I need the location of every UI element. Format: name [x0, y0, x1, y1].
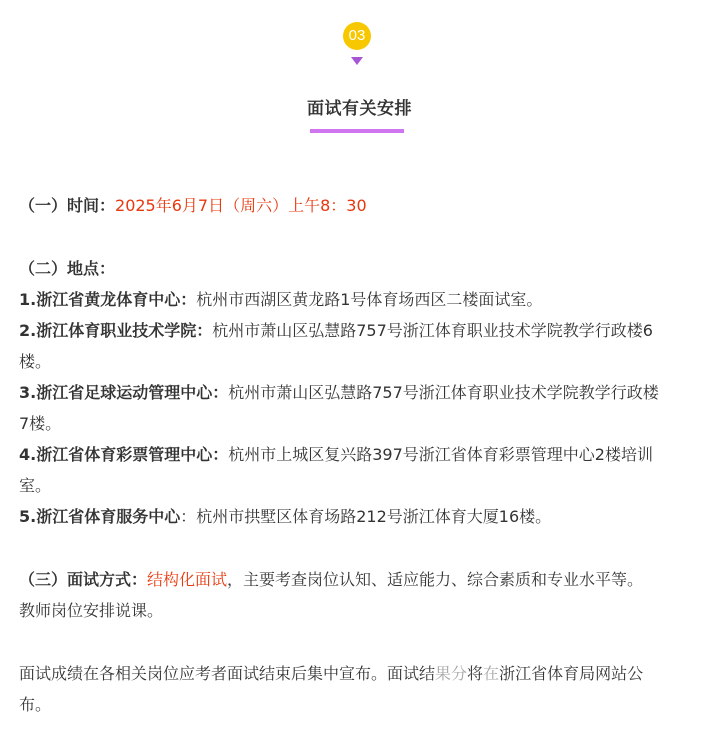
time-paragraph — [19, 190, 704, 221]
article-content — [19, 190, 704, 720]
location-name: 4.浙江省体育彩票管理中心： — [19, 445, 229, 464]
location-name: 5.浙江省体育服务中心 — [19, 507, 181, 526]
location-heading — [19, 253, 704, 284]
results-text: 浙江省体育局网站公 — [499, 664, 644, 683]
section-header — [0, 0, 719, 140]
method-description: ，主要考查岗位认知、适应能力、综合素质和专业水平等。 — [227, 570, 644, 589]
spacer — [19, 626, 704, 658]
time-value: 2025年6月7日（周六）上午8：30 — [115, 196, 367, 215]
location-address-continued: 楼。 — [19, 352, 52, 371]
triangle-down-icon — [351, 57, 363, 65]
section-title: 面试有关安排 — [307, 99, 412, 119]
location-item — [19, 501, 704, 532]
time-label: （一）时间： — [19, 196, 116, 215]
spacer — [19, 221, 704, 253]
method-note: 教师岗位安排说课。 — [19, 601, 164, 620]
location-address: 杭州市萧山区弘慧路757号浙江体育职业技术学院教学行政楼6 — [212, 321, 653, 340]
spacer — [19, 532, 704, 564]
location-label: （二）地点： — [19, 259, 116, 278]
location-item — [19, 439, 704, 470]
location-name: 2.浙江体育职业技术学院： — [19, 321, 213, 340]
location-item — [19, 284, 704, 315]
location-address: 杭州市拱墅区体育场路212号浙江体育大厦16楼。 — [196, 507, 552, 526]
results-paragraph — [19, 658, 704, 689]
results-text: 将 — [467, 664, 484, 683]
results-text-faded: 在 — [483, 664, 500, 683]
location-item — [19, 315, 704, 346]
method-paragraph-continued — [19, 595, 704, 626]
location-name: 3.浙江省足球运动管理中心： — [19, 383, 229, 402]
method-label: （三）面试方式： — [19, 570, 148, 589]
results-text: 面试成绩在各相关岗位应考者面试结束后集中宣布。面试结 — [19, 664, 436, 683]
location-item-continued — [19, 346, 704, 377]
location-name: 1.浙江省黄龙体育中心： — [19, 290, 197, 309]
method-paragraph — [19, 564, 704, 595]
method-value: 结构化面试 — [147, 570, 228, 589]
section-number-badge: 03 — [343, 22, 371, 50]
location-address: 杭州市西湖区黄龙路1号体育场西区二楼面试室。 — [196, 290, 543, 309]
title-underline — [310, 129, 404, 133]
location-item — [19, 377, 704, 408]
location-separator: ： — [180, 507, 197, 526]
location-address-continued: 室。 — [19, 476, 52, 495]
location-item-continued — [19, 408, 704, 439]
location-address: 杭州市萧山区弘慧路757号浙江体育职业技术学院教学行政楼 — [228, 383, 659, 402]
location-address-continued: 7楼。 — [19, 414, 62, 433]
location-address: 杭州市上城区复兴路397号浙江省体育彩票管理中心2楼培训 — [228, 445, 653, 464]
location-item-continued — [19, 470, 704, 501]
results-text: 布。 — [19, 695, 52, 714]
results-paragraph-continued — [19, 689, 704, 720]
results-text-faded: 果分 — [435, 664, 468, 683]
